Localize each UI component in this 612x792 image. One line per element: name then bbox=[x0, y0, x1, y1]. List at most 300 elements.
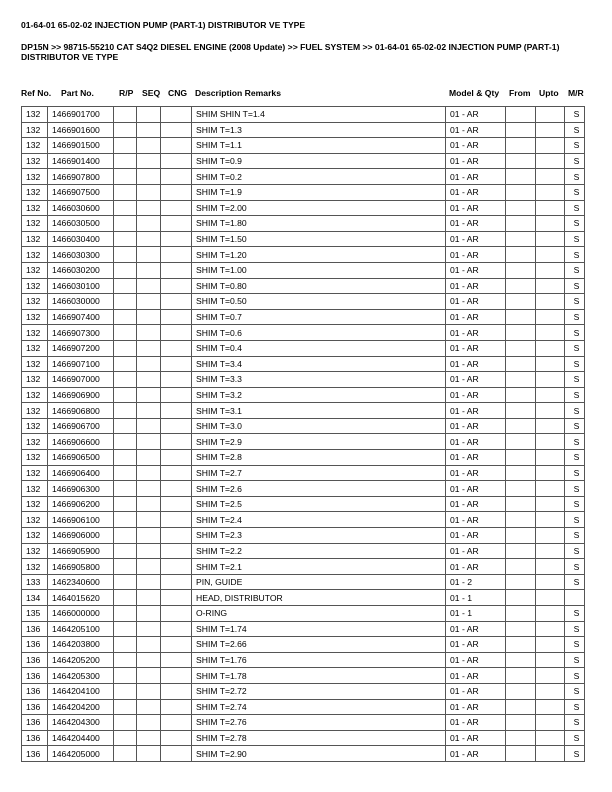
seq-cell bbox=[137, 309, 161, 325]
from-cell bbox=[506, 294, 536, 310]
seq-cell bbox=[137, 512, 161, 528]
part-no-cell: 1466901400 bbox=[48, 153, 114, 169]
upto-cell bbox=[536, 450, 565, 466]
upto-cell bbox=[536, 481, 565, 497]
col-part-header: Part No. bbox=[61, 88, 94, 98]
cng-cell bbox=[161, 294, 192, 310]
model-qty-cell: 01 - AR bbox=[446, 122, 506, 138]
model-qty-cell: 01 - AR bbox=[446, 387, 506, 403]
from-cell bbox=[506, 356, 536, 372]
mr-cell: S bbox=[565, 450, 585, 466]
cng-cell bbox=[161, 231, 192, 247]
rp-cell bbox=[114, 247, 137, 263]
col-mr-header: M/R bbox=[568, 88, 584, 98]
model-qty-cell: 01 - AR bbox=[446, 746, 506, 762]
seq-cell bbox=[137, 715, 161, 731]
from-cell bbox=[506, 590, 536, 606]
cng-cell bbox=[161, 590, 192, 606]
rp-cell bbox=[114, 387, 137, 403]
table-row bbox=[22, 465, 585, 481]
table-row bbox=[22, 309, 585, 325]
upto-cell bbox=[536, 559, 565, 575]
ref-cell: 136 bbox=[22, 668, 48, 684]
table-row bbox=[22, 294, 585, 310]
rp-cell bbox=[114, 465, 137, 481]
upto-cell bbox=[536, 122, 565, 138]
rp-cell bbox=[114, 621, 137, 637]
part-no-cell: 1466906900 bbox=[48, 387, 114, 403]
ref-cell: 132 bbox=[22, 512, 48, 528]
table-row bbox=[22, 730, 585, 746]
part-no-cell: 1466030600 bbox=[48, 200, 114, 216]
seq-cell bbox=[137, 543, 161, 559]
from-cell bbox=[506, 683, 536, 699]
ref-cell: 132 bbox=[22, 200, 48, 216]
seq-cell bbox=[137, 107, 161, 123]
mr-cell: S bbox=[565, 107, 585, 123]
mr-cell: S bbox=[565, 668, 585, 684]
seq-cell bbox=[137, 340, 161, 356]
cng-cell bbox=[161, 637, 192, 653]
table-row bbox=[22, 184, 585, 200]
part-no-cell: 1466906800 bbox=[48, 403, 114, 419]
model-qty-cell: 01 - AR bbox=[446, 715, 506, 731]
from-cell bbox=[506, 138, 536, 154]
model-qty-cell: 01 - AR bbox=[446, 138, 506, 154]
seq-cell bbox=[137, 169, 161, 185]
table-row bbox=[22, 387, 585, 403]
upto-cell bbox=[536, 730, 565, 746]
rp-cell bbox=[114, 356, 137, 372]
from-cell bbox=[506, 715, 536, 731]
description-cell: SHIM T=2.76 bbox=[192, 715, 446, 731]
table-row bbox=[22, 153, 585, 169]
col-ref-header: Ref No. bbox=[21, 88, 52, 98]
table-row bbox=[22, 356, 585, 372]
part-no-cell: 1464205300 bbox=[48, 668, 114, 684]
ref-cell: 132 bbox=[22, 372, 48, 388]
cng-cell bbox=[161, 340, 192, 356]
cng-cell bbox=[161, 138, 192, 154]
description-cell: SHIM T=1.78 bbox=[192, 668, 446, 684]
rp-cell bbox=[114, 309, 137, 325]
table-row bbox=[22, 278, 585, 294]
rp-cell bbox=[114, 169, 137, 185]
from-cell bbox=[506, 621, 536, 637]
seq-cell bbox=[137, 153, 161, 169]
mr-cell: S bbox=[565, 465, 585, 481]
cng-cell bbox=[161, 652, 192, 668]
from-cell bbox=[506, 574, 536, 590]
description-cell: SHIM T=2.6 bbox=[192, 481, 446, 497]
upto-cell bbox=[536, 715, 565, 731]
model-qty-cell: 01 - AR bbox=[446, 528, 506, 544]
mr-cell bbox=[565, 590, 585, 606]
rp-cell bbox=[114, 512, 137, 528]
from-cell bbox=[506, 730, 536, 746]
upto-cell bbox=[536, 216, 565, 232]
model-qty-cell: 01 - AR bbox=[446, 231, 506, 247]
part-no-cell: 1464204100 bbox=[48, 683, 114, 699]
model-qty-cell: 01 - AR bbox=[446, 699, 506, 715]
cng-cell bbox=[161, 247, 192, 263]
model-qty-cell: 01 - AR bbox=[446, 262, 506, 278]
description-cell: SHIM T=2.9 bbox=[192, 434, 446, 450]
description-cell: SHIM T=1.00 bbox=[192, 262, 446, 278]
description-cell: SHIM T=0.80 bbox=[192, 278, 446, 294]
mr-cell: S bbox=[565, 216, 585, 232]
part-no-cell: 1466906200 bbox=[48, 496, 114, 512]
model-qty-cell: 01 - AR bbox=[446, 184, 506, 200]
from-cell bbox=[506, 169, 536, 185]
table-row bbox=[22, 496, 585, 512]
rp-cell bbox=[114, 153, 137, 169]
ref-cell: 136 bbox=[22, 730, 48, 746]
rp-cell bbox=[114, 481, 137, 497]
ref-cell: 132 bbox=[22, 169, 48, 185]
part-no-cell: 1466030300 bbox=[48, 247, 114, 263]
ref-cell: 132 bbox=[22, 138, 48, 154]
mr-cell: S bbox=[565, 356, 585, 372]
seq-cell bbox=[137, 122, 161, 138]
description-cell: SHIM T=0.6 bbox=[192, 325, 446, 341]
ref-cell: 132 bbox=[22, 340, 48, 356]
ref-cell: 132 bbox=[22, 496, 48, 512]
model-qty-cell: 01 - AR bbox=[446, 730, 506, 746]
ref-cell: 132 bbox=[22, 262, 48, 278]
rp-cell bbox=[114, 403, 137, 419]
part-no-cell: 1466030200 bbox=[48, 262, 114, 278]
from-cell bbox=[506, 231, 536, 247]
cng-cell bbox=[161, 730, 192, 746]
from-cell bbox=[506, 543, 536, 559]
col-seq-header: SEQ bbox=[142, 88, 161, 98]
mr-cell: S bbox=[565, 730, 585, 746]
part-no-cell: 1466000000 bbox=[48, 606, 114, 622]
mr-cell: S bbox=[565, 278, 585, 294]
rp-cell bbox=[114, 699, 137, 715]
ref-cell: 135 bbox=[22, 606, 48, 622]
ref-cell: 133 bbox=[22, 574, 48, 590]
mr-cell: S bbox=[565, 372, 585, 388]
seq-cell bbox=[137, 138, 161, 154]
seq-cell bbox=[137, 403, 161, 419]
upto-cell bbox=[536, 247, 565, 263]
upto-cell bbox=[536, 637, 565, 653]
seq-cell bbox=[137, 216, 161, 232]
description-cell: SHIM T=2.7 bbox=[192, 465, 446, 481]
upto-cell bbox=[536, 184, 565, 200]
ref-cell: 136 bbox=[22, 683, 48, 699]
table-row bbox=[22, 481, 585, 497]
seq-cell bbox=[137, 637, 161, 653]
ref-cell: 134 bbox=[22, 590, 48, 606]
from-cell bbox=[506, 184, 536, 200]
description-cell: SHIM T=2.2 bbox=[192, 543, 446, 559]
ref-cell: 132 bbox=[22, 403, 48, 419]
cng-cell bbox=[161, 559, 192, 575]
description-cell: SHIM T=2.4 bbox=[192, 512, 446, 528]
description-cell: SHIM T=2.90 bbox=[192, 746, 446, 762]
mr-cell: S bbox=[565, 387, 585, 403]
model-qty-cell: 01 - AR bbox=[446, 465, 506, 481]
ref-cell: 136 bbox=[22, 652, 48, 668]
seq-cell bbox=[137, 325, 161, 341]
table-row bbox=[22, 621, 585, 637]
rp-cell bbox=[114, 590, 137, 606]
description-cell: PIN, GUIDE bbox=[192, 574, 446, 590]
part-no-cell: 1466907200 bbox=[48, 340, 114, 356]
ref-cell: 132 bbox=[22, 309, 48, 325]
table-row bbox=[22, 606, 585, 622]
rp-cell bbox=[114, 528, 137, 544]
rp-cell bbox=[114, 122, 137, 138]
from-cell bbox=[506, 247, 536, 263]
model-qty-cell: 01 - AR bbox=[446, 403, 506, 419]
cng-cell bbox=[161, 746, 192, 762]
seq-cell bbox=[137, 247, 161, 263]
cng-cell bbox=[161, 262, 192, 278]
table-row bbox=[22, 247, 585, 263]
part-no-cell: 1466907100 bbox=[48, 356, 114, 372]
model-qty-cell: 01 - AR bbox=[446, 325, 506, 341]
seq-cell bbox=[137, 184, 161, 200]
table-row bbox=[22, 699, 585, 715]
parts-table bbox=[21, 106, 585, 762]
seq-cell bbox=[137, 278, 161, 294]
seq-cell bbox=[137, 574, 161, 590]
table-row bbox=[22, 403, 585, 419]
description-cell: SHIM T=3.2 bbox=[192, 387, 446, 403]
description-cell: SHIM T=2.00 bbox=[192, 200, 446, 216]
from-cell bbox=[506, 325, 536, 341]
seq-cell bbox=[137, 294, 161, 310]
cng-cell bbox=[161, 481, 192, 497]
rp-cell bbox=[114, 107, 137, 123]
mr-cell: S bbox=[565, 481, 585, 497]
from-cell bbox=[506, 153, 536, 169]
table-row bbox=[22, 434, 585, 450]
table-row bbox=[22, 138, 585, 154]
ref-cell: 132 bbox=[22, 543, 48, 559]
ref-cell: 132 bbox=[22, 481, 48, 497]
model-qty-cell: 01 - AR bbox=[446, 340, 506, 356]
table-row bbox=[22, 262, 585, 278]
upto-cell bbox=[536, 294, 565, 310]
rp-cell bbox=[114, 559, 137, 575]
cng-cell bbox=[161, 715, 192, 731]
description-cell: O-RING bbox=[192, 606, 446, 622]
from-cell bbox=[506, 528, 536, 544]
ref-cell: 132 bbox=[22, 184, 48, 200]
seq-cell bbox=[137, 496, 161, 512]
rp-cell bbox=[114, 138, 137, 154]
description-cell: SHIM T=3.3 bbox=[192, 372, 446, 388]
cng-cell bbox=[161, 543, 192, 559]
part-no-cell: 1466901500 bbox=[48, 138, 114, 154]
rp-cell bbox=[114, 262, 137, 278]
seq-cell bbox=[137, 590, 161, 606]
part-no-cell: 1466907800 bbox=[48, 169, 114, 185]
table-row bbox=[22, 340, 585, 356]
upto-cell bbox=[536, 512, 565, 528]
seq-cell bbox=[137, 231, 161, 247]
model-qty-cell: 01 - AR bbox=[446, 278, 506, 294]
rp-cell bbox=[114, 543, 137, 559]
table-row bbox=[22, 715, 585, 731]
mr-cell: S bbox=[565, 262, 585, 278]
part-no-cell: 1466901700 bbox=[48, 107, 114, 123]
mr-cell: S bbox=[565, 200, 585, 216]
mr-cell: S bbox=[565, 294, 585, 310]
from-cell bbox=[506, 606, 536, 622]
upto-cell bbox=[536, 278, 565, 294]
seq-cell bbox=[137, 481, 161, 497]
upto-cell bbox=[536, 574, 565, 590]
mr-cell: S bbox=[565, 621, 585, 637]
cng-cell bbox=[161, 606, 192, 622]
ref-cell: 132 bbox=[22, 107, 48, 123]
model-qty-cell: 01 - AR bbox=[446, 543, 506, 559]
ref-cell: 136 bbox=[22, 699, 48, 715]
part-no-cell: 1466901600 bbox=[48, 122, 114, 138]
seq-cell bbox=[137, 606, 161, 622]
mr-cell: S bbox=[565, 683, 585, 699]
rp-cell bbox=[114, 450, 137, 466]
table-row bbox=[22, 528, 585, 544]
seq-cell bbox=[137, 652, 161, 668]
upto-cell bbox=[536, 107, 565, 123]
model-qty-cell: 01 - AR bbox=[446, 372, 506, 388]
part-no-cell: 1466907300 bbox=[48, 325, 114, 341]
table-row bbox=[22, 372, 585, 388]
rp-cell bbox=[114, 231, 137, 247]
table-row bbox=[22, 652, 585, 668]
description-cell: SHIM T=2.3 bbox=[192, 528, 446, 544]
cng-cell bbox=[161, 216, 192, 232]
table-row bbox=[22, 590, 585, 606]
from-cell bbox=[506, 434, 536, 450]
model-qty-cell: 01 - 1 bbox=[446, 590, 506, 606]
rp-cell bbox=[114, 294, 137, 310]
table-row bbox=[22, 418, 585, 434]
description-cell: SHIM SHIN T=1.4 bbox=[192, 107, 446, 123]
seq-cell bbox=[137, 746, 161, 762]
model-qty-cell: 01 - AR bbox=[446, 294, 506, 310]
cng-cell bbox=[161, 372, 192, 388]
from-cell bbox=[506, 496, 536, 512]
description-cell: SHIM T=2.74 bbox=[192, 699, 446, 715]
rp-cell bbox=[114, 434, 137, 450]
model-qty-cell: 01 - AR bbox=[446, 434, 506, 450]
ref-cell: 136 bbox=[22, 746, 48, 762]
table-row bbox=[22, 231, 585, 247]
description-cell: SHIM T=1.20 bbox=[192, 247, 446, 263]
from-cell bbox=[506, 122, 536, 138]
ref-cell: 136 bbox=[22, 715, 48, 731]
table-row bbox=[22, 683, 585, 699]
upto-cell bbox=[536, 325, 565, 341]
part-no-cell: 1464204300 bbox=[48, 715, 114, 731]
ref-cell: 136 bbox=[22, 621, 48, 637]
cng-cell bbox=[161, 122, 192, 138]
mr-cell: S bbox=[565, 325, 585, 341]
ref-cell: 132 bbox=[22, 418, 48, 434]
description-cell: HEAD, DISTRIBUTOR bbox=[192, 590, 446, 606]
upto-cell bbox=[536, 200, 565, 216]
table-row bbox=[22, 107, 585, 123]
rp-cell bbox=[114, 184, 137, 200]
model-qty-cell: 01 - AR bbox=[446, 216, 506, 232]
description-cell: SHIM T=1.3 bbox=[192, 122, 446, 138]
cng-cell bbox=[161, 574, 192, 590]
part-no-cell: 1464203800 bbox=[48, 637, 114, 653]
rp-cell bbox=[114, 652, 137, 668]
mr-cell: S bbox=[565, 184, 585, 200]
cng-cell bbox=[161, 107, 192, 123]
part-no-cell: 1464205100 bbox=[48, 621, 114, 637]
upto-cell bbox=[536, 543, 565, 559]
rp-cell bbox=[114, 746, 137, 762]
cng-cell bbox=[161, 418, 192, 434]
part-no-cell: 1466030100 bbox=[48, 278, 114, 294]
cng-cell bbox=[161, 325, 192, 341]
rp-cell bbox=[114, 668, 137, 684]
seq-cell bbox=[137, 450, 161, 466]
cng-cell bbox=[161, 184, 192, 200]
table-row bbox=[22, 512, 585, 528]
from-cell bbox=[506, 403, 536, 419]
upto-cell bbox=[536, 699, 565, 715]
upto-cell bbox=[536, 668, 565, 684]
rp-cell bbox=[114, 418, 137, 434]
from-cell bbox=[506, 309, 536, 325]
rp-cell bbox=[114, 340, 137, 356]
mr-cell: S bbox=[565, 606, 585, 622]
ref-cell: 132 bbox=[22, 216, 48, 232]
ref-cell: 132 bbox=[22, 528, 48, 544]
upto-cell bbox=[536, 340, 565, 356]
description-cell: SHIM T=2.1 bbox=[192, 559, 446, 575]
upto-cell bbox=[536, 309, 565, 325]
col-upto-header: Upto bbox=[539, 88, 559, 98]
ref-cell: 136 bbox=[22, 637, 48, 653]
mr-cell: S bbox=[565, 652, 585, 668]
mr-cell: S bbox=[565, 418, 585, 434]
cng-cell bbox=[161, 496, 192, 512]
rp-cell bbox=[114, 574, 137, 590]
model-qty-cell: 01 - AR bbox=[446, 200, 506, 216]
ref-cell: 132 bbox=[22, 465, 48, 481]
mr-cell: S bbox=[565, 512, 585, 528]
col-model-header: Model & Qty bbox=[449, 88, 500, 98]
mr-cell: S bbox=[565, 153, 585, 169]
table-row bbox=[22, 543, 585, 559]
upto-cell bbox=[536, 590, 565, 606]
cng-cell bbox=[161, 153, 192, 169]
from-cell bbox=[506, 465, 536, 481]
part-no-cell: 1464015620 bbox=[48, 590, 114, 606]
mr-cell: S bbox=[565, 231, 585, 247]
from-cell bbox=[506, 637, 536, 653]
ref-cell: 132 bbox=[22, 356, 48, 372]
ref-cell: 132 bbox=[22, 294, 48, 310]
description-cell: SHIM T=3.0 bbox=[192, 418, 446, 434]
seq-cell bbox=[137, 200, 161, 216]
seq-cell bbox=[137, 418, 161, 434]
description-cell: SHIM T=1.50 bbox=[192, 231, 446, 247]
upto-cell bbox=[536, 372, 565, 388]
